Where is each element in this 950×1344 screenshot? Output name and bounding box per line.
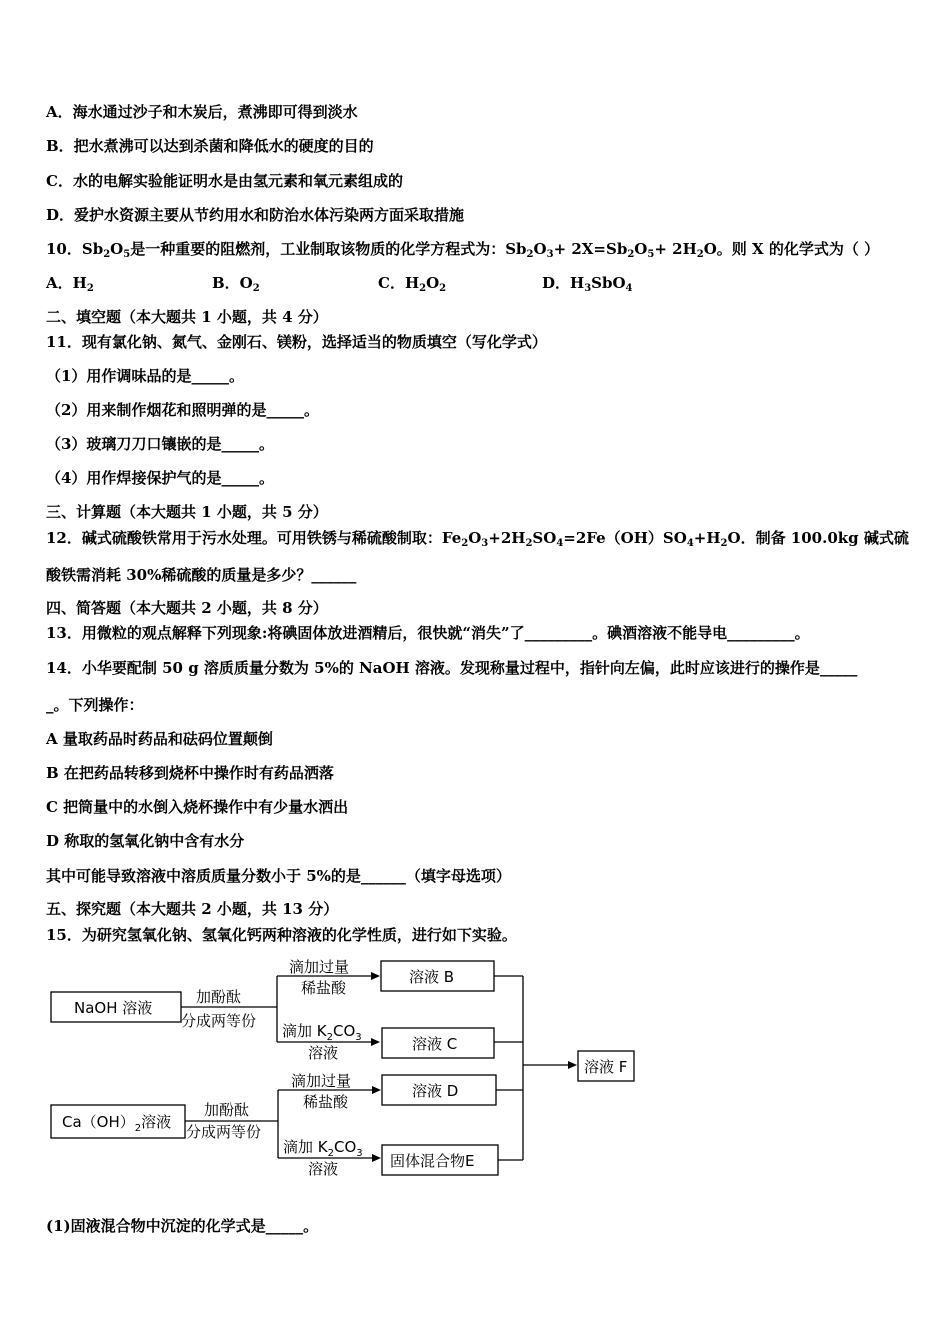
solution-d-label: 溶液 D [412,1082,459,1100]
dilute-hcl-label-1: 稀盐酸 [301,979,347,997]
section-2-title: 二、填空题（本大题共 1 小题，共 4 分） [46,308,328,326]
section-5-title: 五、探究题（本大题共 2 小题，共 13 分） [46,900,339,918]
caoh2-add-phenol-label: 加酚酞 [204,1101,250,1119]
q15-stem: 15．为研究氢氧化钠、氢氧化钙两种溶液的化学性质，进行如下实验。 [46,926,517,944]
q10-option-c: C．$H_2O_2$ [378,274,447,294]
add-k2co3-label-1: 滴加 $K_2CO_3$ [282,1022,362,1043]
q14-option-c: C 把筒量中的水倒入烧杯操作中有少量水洒出 [46,798,349,816]
q9-option-a: A．海水通过沙子和木炭后，煮沸即可得到淡水 [46,103,358,121]
section-3-title: 三、计算题（本大题共 1 小题，共 5 分） [46,503,328,521]
q13: 13．用微粒的观点解释下列现象:将碘固体放进酒精后，很快就“消失”了_________。碘酒溶液不能导电_________。 [46,624,810,642]
q14-option-d: D 称取的氢氧化钠中含有水分 [46,832,245,850]
add-k2co3-label-2: 滴加 $K_2CO_3$ [283,1138,363,1159]
solution-c-label: 溶液 C [412,1035,458,1053]
q14-tail: 其中可能导致溶液中溶质质量分数小于 5%的是______（填字母选项） [46,867,511,885]
dilute-hcl-label-2: 稀盐酸 [303,1093,349,1111]
caoh2-split-label: 分成两等份 [186,1123,262,1141]
q10-options [46,273,633,294]
q11-part1: （1）用作调味品的是_____。 [46,367,244,385]
add-excess-hcl-label-1: 滴加过量 [289,958,350,976]
q10-option-d: D．$H_3SbO_4$ [542,274,633,294]
q12-line1: 12．碱式硫酸铁常用于污水处理。可用铁锈与稀硫酸制取：$Fe_2O_3+2H_2SO_4=2Fe(OH)SO_4+H_2O$．制备 100.0kg 碱式硫 [46,529,909,549]
q11-stem: 11．现有氯化钠、氮气、金刚石、镁粉，选择适当的物质填空（写化学式） [46,333,547,351]
q10-stem: 10．$Sb_2O_5$是一种重要的阻燃剂，工业制取该物质的化学方程式为：$Sb_2O_3+ 2X=Sb_2O_5+ 2H_2O$。则 X 的化学式为（ ） [46,240,880,260]
solution-f-label: 溶液 F [584,1058,628,1076]
q14-option-a: A 量取药品时药品和砝码位置颠倒 [46,730,273,748]
q9-option-c: C．水的电解实验能证明水是由氢元素和氧元素组成的 [46,172,403,190]
naoh-solution-label: NaOH 溶液 [74,999,153,1017]
q15-sub1: (1)固液混合物中沉淀的化学式是_____。 [46,1217,319,1235]
q14-line2: _。下列操作： [46,696,144,714]
q9-option-d: D．爱护水资源主要从节约用水和防治水体污染两方面采取措施 [46,206,465,224]
naoh-add-phenol-label: 加酚酞 [196,988,242,1006]
solution-b-label: 溶液 B [409,968,455,986]
q11-part4: （4）用作焊接保护气的是_____。 [46,469,274,487]
q11-part2: （2）用来制作烟花和照明弹的是_____。 [46,401,319,419]
q14-option-b: B 在把药品转移到烧杯中操作时有药品洒落 [46,764,334,782]
solid-mixture-e-label: 固体混合物E [390,1152,475,1170]
add-excess-hcl-label-2: 滴加过量 [291,1072,352,1090]
q12-line2: 酸铁需消耗 30%稀硫酸的质量是多少？______ [46,566,357,584]
k2co3-solution-label-2: 溶液 [308,1160,339,1178]
k2co3-solution-label-1: 溶液 [308,1044,339,1062]
q9-option-b: B．把水煮沸可以达到杀菌和降低水的硬度的目的 [46,137,374,155]
experiment-flow-diagram [46,952,646,1182]
section-4-title: 四、简答题（本大题共 2 小题，共 8 分） [46,599,328,617]
caoh2-solution-label: $Ca(OH)_2$溶液 [62,1113,172,1134]
q10-option-b: B．$O_2$ [212,274,260,294]
q14-line1: 14．小华要配制 50 g 溶质质量分数为 5%的 NaOH 溶液。发现称量过程中，指针向左偏，此时应该进行的操作是_____ [46,659,858,677]
q11-part3: （3）玻璃刀刀口镶嵌的是_____。 [46,435,274,453]
q10-option-a: A．$H_2$ [46,274,94,294]
naoh-split-label: 分成两等份 [181,1012,257,1030]
